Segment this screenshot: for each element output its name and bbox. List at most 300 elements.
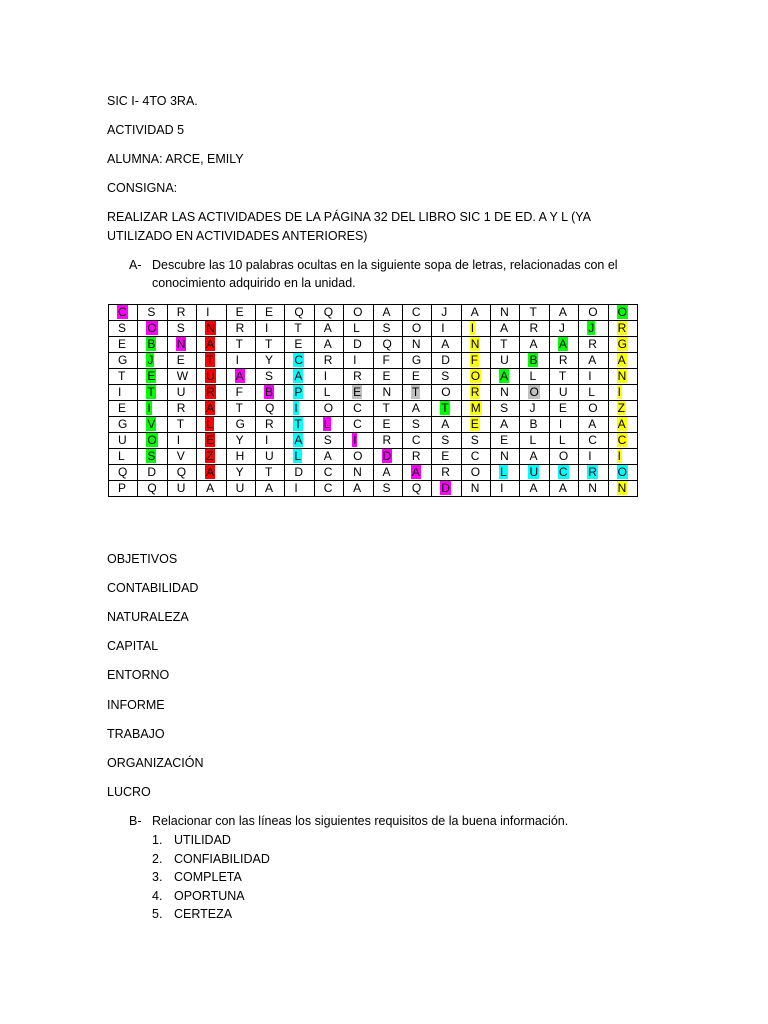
grid-letter: T	[294, 417, 302, 431]
grid-cell	[285, 369, 314, 385]
grid-cell	[344, 481, 373, 497]
grid-letter: L	[500, 465, 507, 479]
grid-cell	[549, 305, 578, 321]
grid-letter: T	[147, 385, 155, 399]
grid-letter: C	[617, 433, 627, 447]
grid-letter: E	[118, 401, 127, 415]
grid-letter: A	[235, 369, 244, 383]
grid-letter: N	[500, 449, 509, 463]
grid-letter: E	[264, 305, 273, 319]
grid-letter: S	[441, 433, 450, 447]
grid-cell	[197, 481, 226, 497]
grid-letter: S	[264, 369, 273, 383]
grid-cell	[167, 305, 196, 321]
grid-cell	[285, 321, 314, 337]
grid-cell	[226, 465, 255, 481]
grid-letter: D	[353, 337, 362, 351]
grid-cell	[197, 353, 226, 369]
grid-letter: G	[118, 353, 128, 367]
grid-letter: N	[617, 481, 627, 495]
grid-cell	[255, 465, 284, 481]
grid-cell	[344, 401, 373, 417]
grid-letter: O	[617, 465, 627, 479]
grid-letter: N	[411, 337, 421, 351]
grid-cell	[520, 385, 549, 401]
requirement-label: CERTEZA	[174, 907, 233, 922]
grid-letter: A	[206, 401, 215, 415]
grid-letter: T	[206, 353, 214, 367]
grid-cell	[432, 401, 461, 417]
word-item: LUCRO	[107, 784, 151, 799]
grid-cell	[402, 337, 431, 353]
grid-cell	[255, 449, 284, 465]
grid-letter: W	[176, 369, 189, 383]
grid-cell	[549, 417, 578, 433]
grid-cell	[285, 353, 314, 369]
grid-letter: C	[411, 305, 421, 319]
grid-cell	[432, 465, 461, 481]
grid-cell	[608, 337, 637, 353]
grid-letter: F	[235, 385, 243, 399]
grid-cell	[167, 449, 196, 465]
grid-cell	[167, 369, 196, 385]
course-line: SIC I- 4TO 3RA.	[107, 94, 198, 108]
grid-letter: M	[470, 401, 481, 415]
grid-letter: A	[206, 465, 215, 479]
grid-letter: A	[500, 321, 509, 335]
grid-cell	[373, 401, 402, 417]
grid-cell	[314, 369, 343, 385]
grid-letter: R	[353, 369, 362, 383]
grid-row	[109, 433, 638, 449]
grid-cell	[138, 433, 167, 449]
grid-cell	[285, 433, 314, 449]
grid-row	[109, 353, 638, 369]
grid-cell	[167, 481, 196, 497]
grid-letter: C	[353, 417, 362, 431]
grid-letter: Y	[235, 465, 244, 479]
grid-cell	[226, 449, 255, 465]
grid-cell	[579, 321, 608, 337]
grid-letter: E	[353, 385, 362, 399]
requirement-number: 2.	[152, 851, 163, 866]
grid-letter: F	[382, 353, 390, 367]
grid-letter: A	[558, 305, 567, 319]
grid-cell	[461, 337, 490, 353]
grid-cell	[461, 401, 490, 417]
grid-letter: N	[382, 385, 392, 399]
grid-letter: Q	[294, 305, 304, 319]
grid-cell	[579, 369, 608, 385]
grid-letter: R	[382, 433, 392, 447]
grid-cell	[226, 305, 255, 321]
part-a-label: A-	[129, 258, 142, 272]
grid-letter: J	[558, 321, 565, 335]
grid-letter: S	[147, 305, 156, 319]
grid-letter: S	[441, 369, 450, 383]
requirement-number: 3.	[152, 870, 163, 885]
grid-cell	[373, 337, 402, 353]
grid-cell	[255, 369, 284, 385]
grid-letter: E	[147, 369, 156, 383]
grid-letter: R	[588, 337, 597, 351]
grid-cell	[402, 369, 431, 385]
grid-letter: E	[235, 305, 244, 319]
grid-letter: P	[294, 385, 303, 399]
grid-cell	[402, 481, 431, 497]
grid-cell	[255, 481, 284, 497]
grid-cell	[402, 449, 431, 465]
grid-letter: V	[176, 449, 185, 463]
grid-cell	[344, 417, 373, 433]
grid-letter: G	[118, 417, 128, 431]
grid-cell	[608, 369, 637, 385]
grid-letter: A	[411, 465, 420, 479]
grid-cell	[314, 337, 343, 353]
grid-cell	[520, 353, 549, 369]
grid-letter: T	[235, 337, 243, 351]
grid-cell	[432, 433, 461, 449]
grid-letter: A	[529, 449, 538, 463]
grid-letter: E	[470, 417, 479, 431]
grid-letter: L	[323, 385, 331, 399]
grid-row	[109, 321, 638, 337]
grid-cell	[549, 433, 578, 449]
grid-cell	[402, 305, 431, 321]
grid-letter: R	[529, 321, 539, 335]
grid-cell	[432, 353, 461, 369]
grid-cell	[314, 353, 343, 369]
grid-cell	[491, 401, 520, 417]
grid-cell	[109, 465, 138, 481]
word-item: TRABAJO	[107, 726, 165, 741]
grid-cell	[167, 385, 196, 401]
grid-letter: E	[382, 417, 391, 431]
grid-letter: F	[470, 353, 479, 367]
grid-letter: N	[470, 337, 480, 351]
grid-letter: A	[294, 369, 303, 383]
grid-letter: L	[353, 321, 360, 335]
grid-letter: S	[411, 417, 420, 431]
grid-letter: A	[323, 449, 332, 463]
grid-letter: S	[382, 481, 391, 495]
grid-cell	[549, 465, 578, 481]
grid-letter: O	[470, 369, 481, 383]
grid-cell	[491, 481, 520, 497]
grid-cell	[167, 401, 196, 417]
grid-cell	[608, 449, 637, 465]
grid-cell	[579, 305, 608, 321]
grid-letter: D	[147, 465, 157, 479]
grid-letter: U	[264, 449, 274, 463]
grid-cell	[608, 465, 637, 481]
grid-letter: N	[617, 369, 627, 383]
grid-letter: T	[500, 337, 508, 351]
grid-cell	[432, 369, 461, 385]
grid-cell	[579, 465, 608, 481]
grid-cell	[138, 465, 167, 481]
grid-cell	[197, 433, 226, 449]
grid-cell	[461, 449, 490, 465]
grid-letter: I	[235, 353, 239, 367]
grid-cell	[138, 385, 167, 401]
grid-letter: T	[118, 369, 126, 383]
grid-letter: U	[235, 481, 245, 495]
grid-letter: N	[500, 385, 509, 399]
grid-cell	[402, 465, 431, 481]
grid-letter: A	[500, 369, 509, 383]
grid-cell	[226, 369, 255, 385]
grid-letter: J	[147, 353, 154, 367]
grid-cell	[491, 321, 520, 337]
grid-cell	[520, 401, 549, 417]
requirement-number: 1.	[152, 833, 163, 847]
grid-cell	[608, 353, 637, 369]
grid-letter: L	[206, 417, 213, 431]
grid-cell	[491, 433, 520, 449]
grid-letter: A	[558, 481, 567, 495]
grid-letter: S	[500, 401, 509, 415]
grid-cell	[109, 417, 138, 433]
grid-cell	[138, 305, 167, 321]
grid-letter: E	[118, 337, 127, 351]
word-item: CAPITAL	[107, 639, 159, 654]
grid-letter: T	[235, 401, 243, 415]
word-item: OBJETIVOS	[107, 552, 178, 566]
grid-letter: A	[264, 481, 273, 495]
grid-letter: E	[294, 337, 303, 351]
grid-cell	[549, 385, 578, 401]
grid-cell	[344, 337, 373, 353]
grid-letter: D	[382, 449, 392, 463]
grid-cell	[373, 369, 402, 385]
part-b-label: B-	[129, 814, 142, 828]
grid-cell	[461, 321, 490, 337]
grid-letter: Q	[147, 481, 157, 495]
grid-letter: L	[558, 433, 566, 447]
grid-cell	[314, 417, 343, 433]
grid-letter: O	[617, 305, 627, 319]
grid-cell	[608, 305, 637, 321]
grid-cell	[344, 353, 373, 369]
grid-letter: A	[529, 481, 538, 495]
grid-cell	[255, 321, 284, 337]
grid-letter: U	[176, 481, 186, 495]
grid-letter: S	[176, 321, 185, 335]
grid-letter: O	[353, 305, 363, 319]
grid-cell	[520, 337, 549, 353]
grid-cell	[314, 465, 343, 481]
grid-cell	[402, 353, 431, 369]
grid-cell	[608, 401, 637, 417]
grid-letter: N	[500, 305, 509, 319]
grid-cell	[373, 481, 402, 497]
grid-cell	[109, 385, 138, 401]
grid-letter: I	[617, 449, 621, 463]
grid-letter: U	[206, 369, 215, 383]
grid-cell	[402, 401, 431, 417]
grid-cell	[167, 321, 196, 337]
grid-cell	[109, 481, 138, 497]
grid-letter: A	[441, 337, 450, 351]
grid-cell	[226, 337, 255, 353]
grid-letter: D	[294, 465, 304, 479]
grid-letter: L	[118, 449, 125, 463]
grid-cell	[314, 433, 343, 449]
grid-letter: A	[617, 417, 626, 431]
grid-cell	[138, 449, 167, 465]
grid-cell	[138, 353, 167, 369]
grid-cell	[520, 321, 549, 337]
grid-cell	[167, 465, 196, 481]
grid-cell	[167, 417, 196, 433]
grid-letter: I	[617, 385, 621, 399]
grid-cell	[285, 401, 314, 417]
grid-letter: S	[382, 321, 391, 335]
grid-cell	[197, 337, 226, 353]
grid-letter: O	[529, 385, 539, 399]
grid-cell	[109, 337, 138, 353]
grid-letter: C	[323, 465, 333, 479]
grid-cell	[461, 417, 490, 433]
grid-cell	[109, 369, 138, 385]
grid-letter: C	[470, 449, 480, 463]
grid-letter: R	[176, 401, 186, 415]
grid-letter: O	[441, 385, 451, 399]
grid-row	[109, 465, 638, 481]
grid-letter: A	[588, 353, 597, 367]
grid-cell	[608, 481, 637, 497]
grid-cell	[197, 417, 226, 433]
grid-letter: N	[176, 337, 186, 351]
grid-letter: R	[235, 321, 245, 335]
grid-cell	[608, 321, 637, 337]
instruction-label: CONSIGNA:	[107, 181, 178, 195]
grid-cell	[461, 305, 490, 321]
grid-cell	[579, 337, 608, 353]
grid-letter: A	[588, 417, 597, 431]
grid-letter: A	[617, 353, 626, 367]
grid-letter: U	[558, 385, 568, 399]
grid-cell	[285, 417, 314, 433]
grid-cell	[314, 481, 343, 497]
grid-cell	[491, 417, 520, 433]
grid-letter: Q	[118, 465, 128, 479]
grid-letter: L	[529, 433, 537, 447]
grid-letter: Z	[206, 449, 214, 463]
grid-cell	[432, 417, 461, 433]
grid-cell	[226, 385, 255, 401]
grid-cell	[285, 337, 314, 353]
grid-letter: A	[206, 481, 215, 495]
grid-cell	[344, 385, 373, 401]
grid-cell	[197, 449, 226, 465]
grid-cell	[109, 353, 138, 369]
grid-letter: S	[118, 321, 127, 335]
grid-cell	[520, 417, 549, 433]
grid-cell	[109, 305, 138, 321]
grid-letter: I	[294, 481, 298, 495]
grid-cell	[432, 337, 461, 353]
grid-letter: I	[588, 369, 592, 383]
grid-row	[109, 369, 638, 385]
grid-letter: O	[558, 449, 569, 463]
part-b-text: Relacionar con las líneas los siguientes requisitos de la buena información.	[152, 814, 569, 828]
instruction-text: REALIZAR LAS ACTIVIDADES DE LA PÁGINA 32 DEL LIBRO SIC 1 DE ED. A Y L (YA UTILIZADO EN ACTIVIDADES ANTERIORES)	[107, 210, 591, 243]
grid-letter: I	[470, 321, 475, 335]
grid-cell	[579, 353, 608, 369]
grid-letter: O	[588, 401, 598, 415]
grid-cell	[373, 321, 402, 337]
grid-cell	[579, 401, 608, 417]
grid-letter: I	[118, 385, 122, 399]
grid-cell	[491, 369, 520, 385]
grid-letter: O	[470, 465, 481, 479]
grid-letter: C	[558, 465, 568, 479]
grid-letter: A	[411, 401, 420, 415]
grid-letter: Z	[617, 401, 625, 415]
grid-cell	[197, 385, 226, 401]
grid-cell	[461, 481, 490, 497]
grid-letter: Q	[411, 481, 422, 495]
grid-letter: I	[206, 305, 210, 319]
grid-cell	[432, 321, 461, 337]
grid-cell	[344, 369, 373, 385]
grid-cell	[461, 385, 490, 401]
grid-cell	[197, 369, 226, 385]
grid-letter: C	[411, 433, 421, 447]
activity-line: ACTIVIDAD 5	[107, 123, 185, 137]
grid-cell	[402, 385, 431, 401]
grid-cell	[461, 369, 490, 385]
grid-letter: G	[617, 337, 627, 351]
grid-cell	[608, 417, 637, 433]
grid-cell	[432, 305, 461, 321]
grid-letter: G	[235, 417, 245, 431]
grid-letter: L	[294, 449, 302, 463]
grid-cell	[344, 465, 373, 481]
grid-cell	[491, 353, 520, 369]
grid-letter: E	[176, 353, 185, 367]
grid-cell	[491, 337, 520, 353]
grid-letter: O	[588, 305, 598, 319]
grid-cell	[285, 449, 314, 465]
word-item: ENTORNO	[107, 668, 170, 683]
grid-letter: I	[264, 321, 269, 335]
grid-letter: N	[588, 481, 597, 495]
grid-letter: C	[588, 433, 597, 447]
grid-letter: U	[500, 353, 509, 367]
grid-cell	[285, 385, 314, 401]
grid-cell	[197, 305, 226, 321]
requirement-label: CONFIABILIDAD	[174, 851, 270, 866]
grid-cell	[608, 385, 637, 401]
grid-letter: E	[441, 449, 450, 463]
grid-letter: R	[176, 305, 186, 319]
grid-letter: B	[147, 337, 156, 351]
grid-cell	[549, 337, 578, 353]
grid-row	[109, 385, 638, 401]
grid-cell	[344, 305, 373, 321]
grid-letter: O	[147, 433, 157, 447]
student-line: ALUMNA: ARCE, EMILY	[107, 152, 244, 166]
grid-cell	[226, 481, 255, 497]
grid-letter: B	[529, 417, 538, 431]
grid-letter: I	[500, 481, 504, 495]
grid-cell	[373, 433, 402, 449]
grid-cell	[491, 385, 520, 401]
grid-letter: I	[588, 449, 592, 463]
